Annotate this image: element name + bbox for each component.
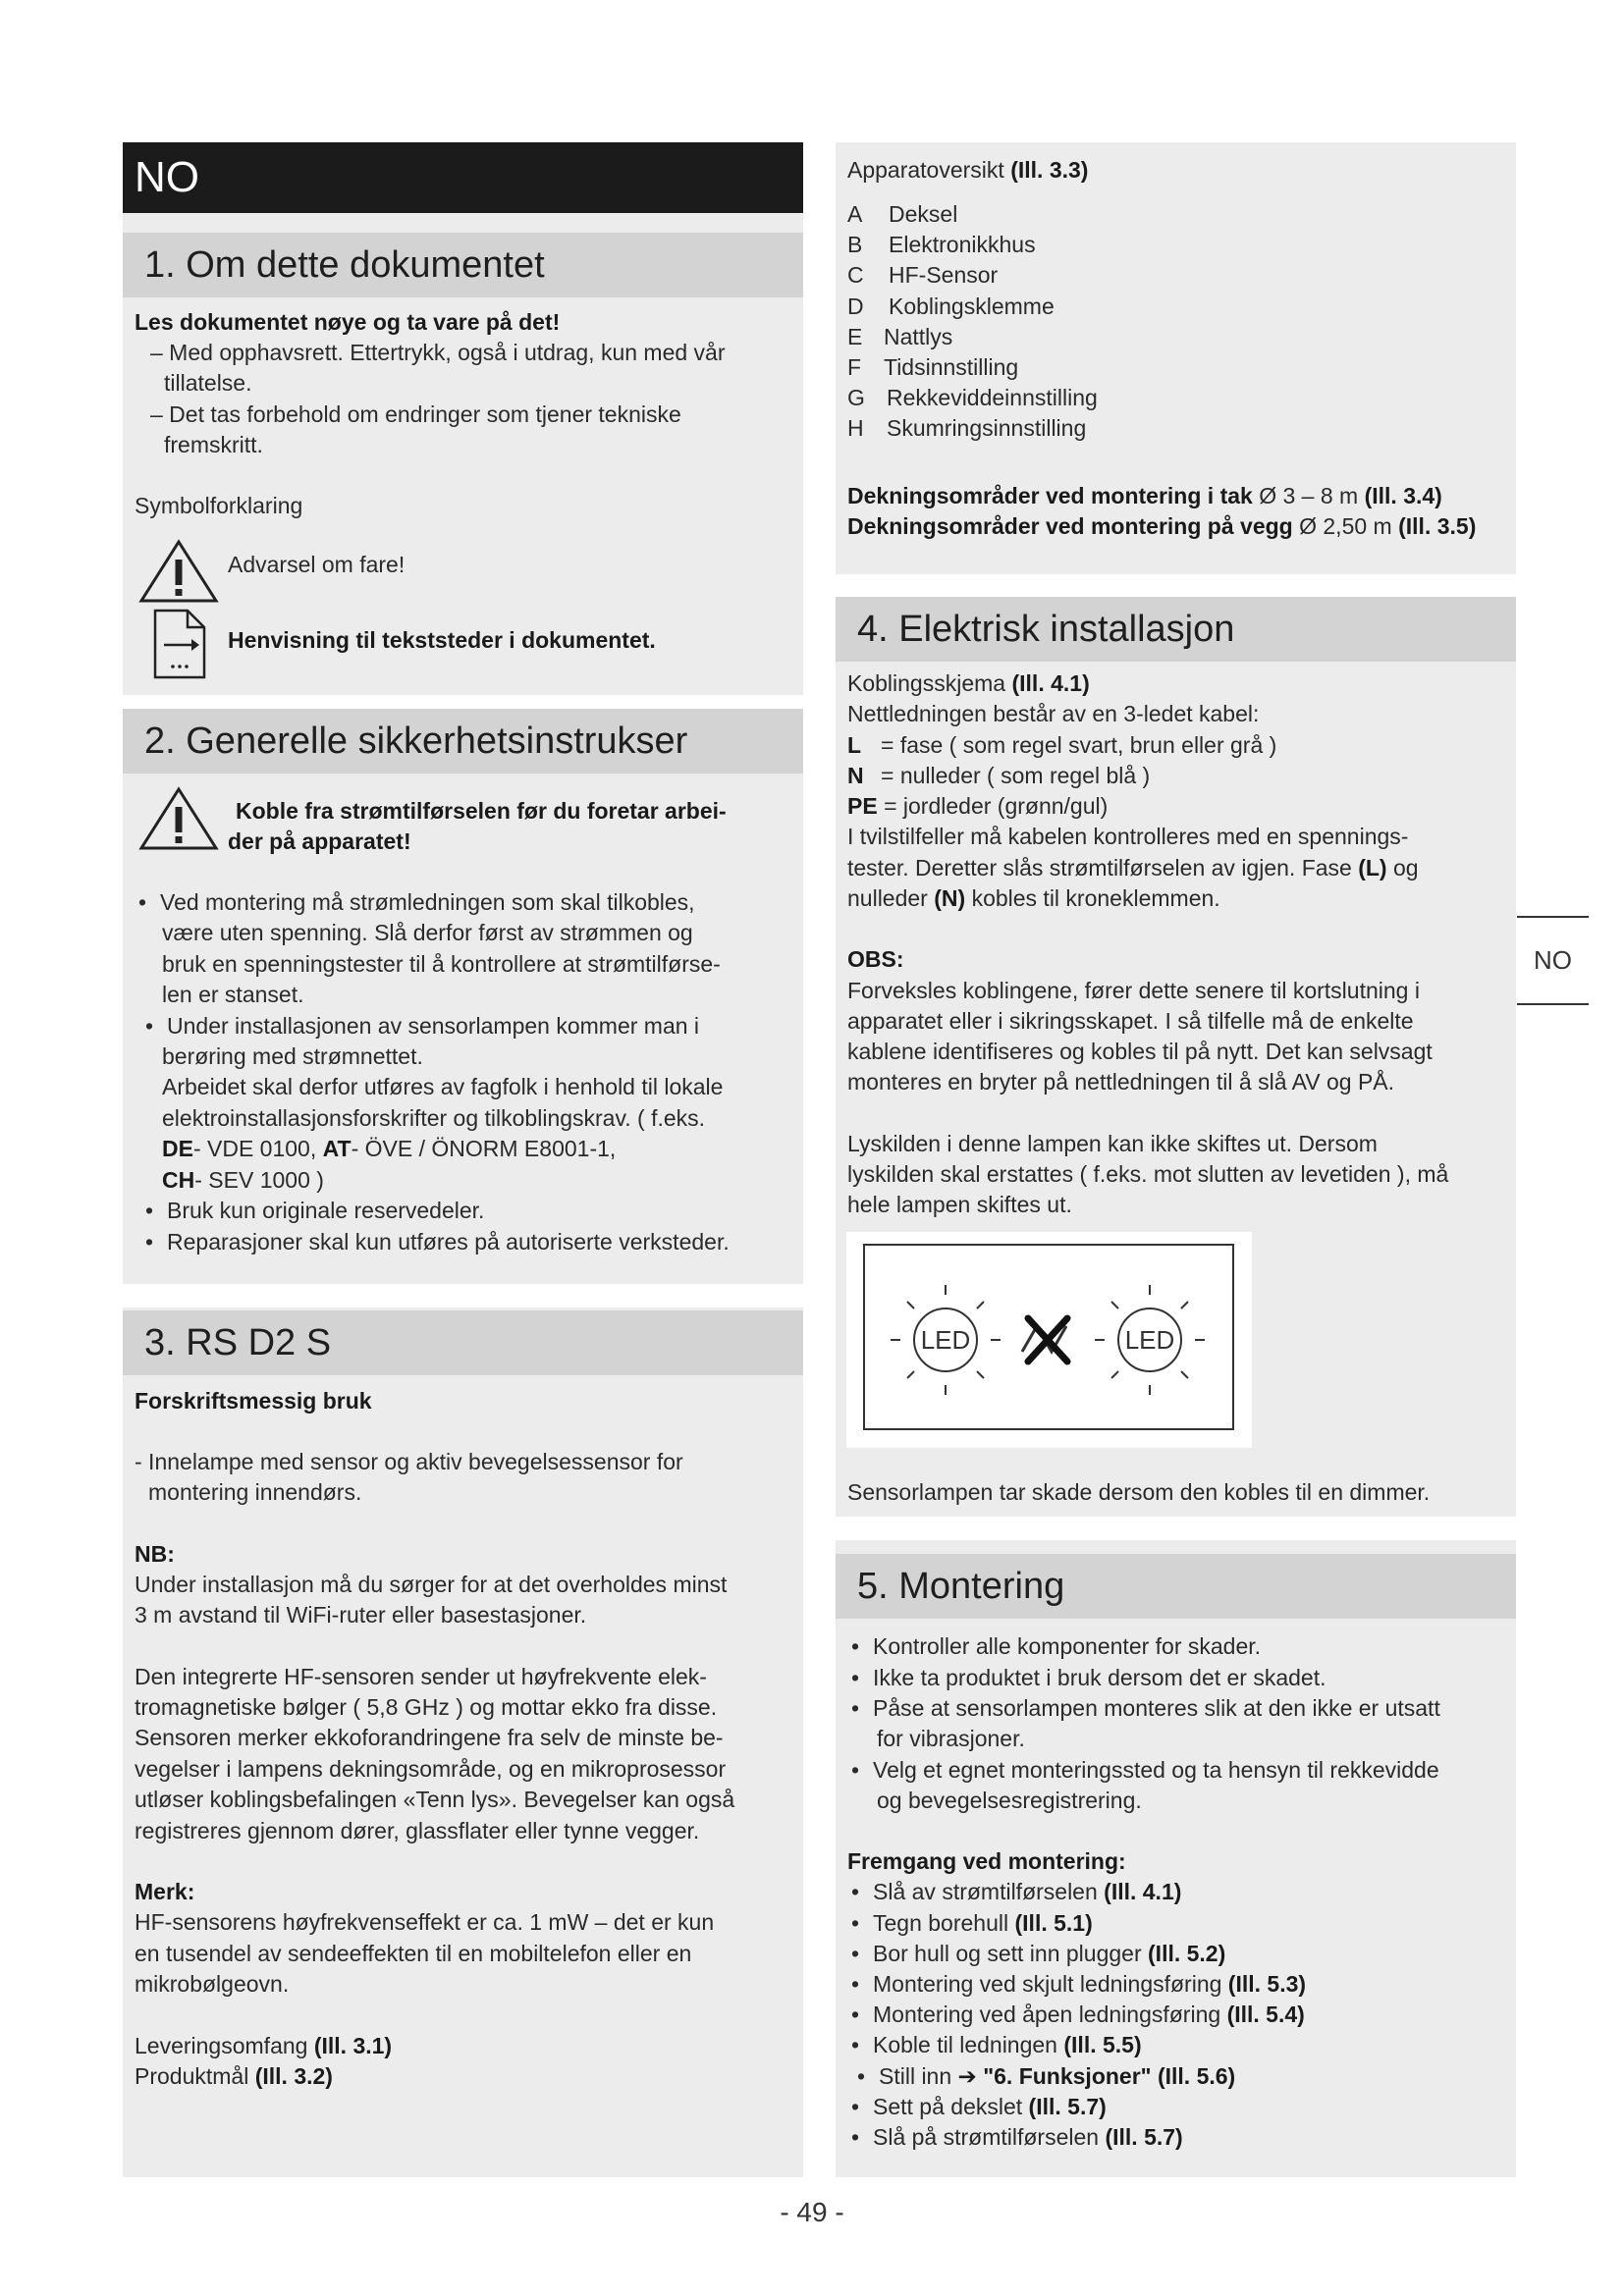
item-letter: E — [847, 324, 863, 349]
section-divider — [836, 1517, 1516, 1540]
pe-text: = jordleder (grønn/gul) — [884, 793, 1109, 819]
step-item — [873, 1969, 1306, 2000]
language-tab: NO — [123, 142, 803, 213]
doubt-og: og — [1392, 855, 1419, 881]
s4-line — [847, 853, 1419, 883]
item-label: Deksel — [889, 201, 958, 227]
s2-line: være uten spenning. Slå derfor først av strømmen og — [162, 920, 693, 945]
s2-bullet: • Under installasjonen av sensorlampen kommer man i — [167, 1011, 699, 1041]
s1-line: fremskritt. — [164, 432, 263, 457]
n-label: N — [847, 763, 864, 788]
symbol-heading: Symbolforklaring — [135, 493, 303, 518]
s5-bullet: • Ikke ta produktet i bruk dersom det er skadet. — [873, 1663, 1326, 1693]
s2-line: berøring med strømnettet. — [162, 1043, 423, 1069]
overview-item — [847, 199, 957, 230]
wire-pe — [847, 791, 1108, 822]
item-label: Skumringsinnstilling — [887, 415, 1087, 441]
s2-bullet: • Reparasjoner skal kun utføres på autoriserte verksteder. — [167, 1227, 730, 1257]
scheme-text: Koblingsskjema — [847, 670, 1006, 696]
led-label-left: LED — [920, 1325, 971, 1355]
s2-warning-line: der på apparatet! — [228, 828, 411, 854]
s3-line: registreres gjennom dører, glassflater eller tynne vegger. — [135, 1818, 700, 1843]
step-text: Koble til ledningen — [873, 2032, 1057, 2057]
s1-line: – Med opphavsrett. Ettertrykk, også i utdrag, kun med vår — [150, 340, 726, 365]
step-ref: (Ill. 4.1) — [1104, 1879, 1182, 1904]
s3-line: mikrobølgeovn. — [135, 1971, 290, 1997]
s4-line: kablene identifiseres og kobles til på nytt. Det kan selvsagt — [847, 1039, 1433, 1064]
cov1-label: Dekningsområder ved montering i tak — [847, 483, 1253, 508]
s3-line: tromagnetiske bølger ( 5,8 GHz ) og mottar ekko fra disse. — [135, 1694, 718, 1720]
step-text: Slå på strømtilførselen — [873, 2124, 1100, 2150]
symbol-warning-label: Advarsel om fare! — [228, 552, 406, 577]
item-letter: B — [847, 232, 863, 257]
step-item — [873, 2000, 1305, 2030]
overview-item — [847, 292, 1055, 322]
s5-line: for vibrasjoner. — [877, 1726, 1025, 1751]
step-bold: "6. Funksjoner" — [983, 2063, 1152, 2089]
s3-line: HF-sensorens høyfrekvenseffekt er ca. 1 mW – det er kun — [135, 1909, 715, 1935]
item-label: Elektronikkhus — [889, 232, 1036, 257]
s4-line: Forveksles koblingene, fører dette senere til kortslutning i — [847, 978, 1420, 1003]
step-text: Bor hull og sett inn plugger — [873, 1941, 1142, 1966]
cov1-value: Ø 3 – 8 m — [1259, 483, 1359, 508]
at-text: - ÖVE / ÖNORM E8001-1, — [351, 1136, 617, 1161]
dims-text: Produktmål — [135, 2063, 249, 2089]
s4-line: I tvilstilfeller må kabelen kontrolleres med en spennings- — [847, 824, 1409, 849]
pe-label: PE — [847, 793, 878, 819]
s3-line: Sensoren merker ekkoforandringene fra selv de minste be- — [135, 1725, 724, 1750]
doubt-l: (L) — [1358, 855, 1387, 881]
step-item — [873, 1939, 1225, 1969]
overview-item — [847, 383, 1098, 413]
scheme-ref: (Ill. 4.1) — [1011, 670, 1090, 696]
s5-bullet: • Påse at sensorlampen monteres slik at den ikke er utsatt — [873, 1693, 1440, 1724]
s4-line: Lyskilden i denne lampen kan ikke skiftes ut. Dersom — [847, 1131, 1378, 1156]
step-item — [873, 2092, 1107, 2122]
s5-bullet: • Velg et egnet monteringssted og ta hensyn til rekkevidde — [873, 1755, 1439, 1786]
item-label: Koblingsklemme — [889, 294, 1055, 319]
merk-heading: Merk: — [135, 1879, 195, 1904]
s2-warning-line: Koble fra strømtilførselen før du foretar arbei- — [236, 798, 727, 824]
item-letter: G — [847, 385, 865, 410]
dimmer-note: Sensorlampen tar skade dersom den kobles til en dimmer. — [847, 1479, 1431, 1505]
item-label: Tidsinnstilling — [884, 354, 1019, 380]
l-text: = fase ( som regel svart, brun eller grå ) — [881, 732, 1277, 758]
cov2-value: Ø 2,50 m — [1299, 513, 1392, 539]
s2-line: bruk en spenningstester til å kontrollere at strømtilførse- — [162, 951, 721, 977]
overview-item — [847, 322, 952, 352]
step-text: Tegn borehull — [873, 1910, 1009, 1936]
s4-line: monteres en bryter på nettledningen til å slå AV og PÅ. — [847, 1069, 1395, 1095]
step-ref: (Ill. 5.6) — [1157, 2063, 1236, 2089]
step-ref: (Ill. 5.4) — [1226, 2002, 1305, 2027]
doubt-n: (N) — [934, 885, 966, 911]
step-text: Still inn — [879, 2063, 952, 2089]
section-5-heading: 5. Montering — [836, 1554, 1516, 1619]
s3-line: en tusendel av sendeeffekten til en mobiltelefon eller en — [135, 1941, 692, 1966]
step-text: Montering ved skjult ledningsføring — [873, 1971, 1222, 1997]
section-1-heading: 1. Om dette dokumentet — [123, 233, 803, 297]
s3-line: Den integrerte HF-sensoren sender ut høyfrekvente elek- — [135, 1664, 707, 1689]
overview-heading — [847, 155, 1088, 186]
l-label: L — [847, 732, 862, 758]
page-number: - 49 - — [780, 2197, 844, 2227]
s2-line: Arbeidet skal derfor utføres av fagfolk i henhold til lokale — [162, 1074, 724, 1099]
de-text: - VDE 0100, — [192, 1136, 317, 1161]
wire-l — [847, 730, 1276, 761]
s5-bullet: • Kontroller alle komponenter for skader. — [873, 1631, 1261, 1662]
item-letter: F — [847, 354, 862, 380]
s3-line: - Innelampe med sensor og aktiv bevegelsessensor for — [135, 1449, 683, 1474]
cov2-ref: (Ill. 3.5) — [1398, 513, 1477, 539]
s2-bullet: • Ved montering må strømledningen som skal tilkobles, — [160, 887, 695, 918]
step-item — [873, 2122, 1183, 2153]
s2-country-line — [162, 1165, 324, 1196]
step-ref: (Ill. 5.1) — [1014, 1910, 1093, 1936]
overview-item — [847, 230, 1036, 260]
item-label: Rekkeviddeinnstilling — [887, 385, 1098, 410]
item-letter: C — [847, 262, 864, 288]
s2-line: elektroinstallasjonsforskrifter og tilkoblingskrav. ( f.eks. — [162, 1105, 706, 1131]
at-label: AT — [322, 1136, 352, 1161]
step-ref: (Ill. 5.5) — [1063, 2032, 1142, 2057]
nb-heading: NB: — [135, 1541, 175, 1567]
document-reference-icon — [152, 608, 207, 680]
delivery-ref: (Ill. 3.1) — [313, 2033, 393, 2058]
side-language-tab: NO — [1517, 916, 1589, 1005]
procedure-heading: Fremgang ved montering: — [847, 1848, 1126, 1874]
step-ref: (Ill. 5.7) — [1028, 2094, 1107, 2119]
cable-text: Nettledningen består av en 3-ledet kabel: — [847, 701, 1260, 726]
step-ref: (Ill. 5.3) — [1227, 1971, 1307, 1997]
obs-heading: OBS: — [847, 946, 904, 972]
section-3-heading: 3. RS D2 S — [123, 1310, 803, 1375]
wire-n — [847, 761, 1150, 791]
cov1-ref: (Ill. 3.4) — [1364, 483, 1442, 508]
s3-line: montering innendørs. — [148, 1479, 362, 1505]
s3-line: vegelser i lampens dekningsområde, og en mikroprosessor — [135, 1756, 727, 1782]
item-letter: D — [847, 294, 864, 319]
overview-item — [847, 260, 998, 291]
arrow-icon: ➔ — [957, 2063, 977, 2089]
step-ref: (Ill. 5.7) — [1105, 2124, 1183, 2150]
s4-line — [847, 883, 1220, 914]
ch-text: - SEV 1000 ) — [194, 1167, 324, 1193]
s3-line: Under installasjon må du sørger for at det overholdes minst — [135, 1572, 728, 1597]
step-item — [879, 2061, 1235, 2092]
overview-heading-text: Apparatoversikt — [847, 157, 1004, 183]
s3-line: 3 m avstand til WiFi-ruter eller basestasjoner. — [135, 1602, 587, 1628]
s2-bullet: • Bruk kun originale reservedeler. — [167, 1196, 484, 1226]
item-letter: H — [847, 415, 864, 441]
s4-line: apparatet eller i sikringsskapet. I så tilfelle må de enkelte — [847, 1008, 1414, 1034]
item-letter: A — [847, 201, 863, 227]
doubt-last-a: nulleder — [847, 885, 928, 911]
de-label: DE — [162, 1136, 193, 1161]
n-text: = nulleder ( som regel blå ) — [881, 763, 1151, 788]
overview-item — [847, 352, 1018, 383]
s1-intro: Les dokumentet nøye og ta vare på det! — [135, 309, 561, 335]
overview-item — [847, 413, 1086, 444]
dims-ref: (Ill. 3.2) — [254, 2063, 333, 2089]
s4-line: lyskilden skal erstattes ( f.eks. mot slutten av levetiden ), må — [847, 1161, 1449, 1187]
s2-line: len er stanset. — [162, 982, 304, 1007]
delivery-line — [135, 2031, 392, 2061]
section-4-heading: 4. Elektrisk installasjon — [836, 597, 1516, 662]
s3-line: utløser koblingsbefalingen «Tenn lys». Bevegelser kan også — [135, 1787, 735, 1812]
scheme-line — [847, 668, 1090, 699]
no-dimmer-illustration — [846, 1232, 1252, 1448]
illustration-frame — [863, 1244, 1234, 1430]
step-text: Sett på dekslet — [873, 2094, 1023, 2119]
step-text: Slå av strømtilførselen — [873, 1879, 1098, 1904]
step-item — [873, 1877, 1181, 1907]
step-ref: (Ill. 5.2) — [1148, 1941, 1226, 1966]
s1-line: – Det tas forbehold om endringer som tjener tekniske — [150, 401, 681, 427]
ch-label: CH — [162, 1167, 195, 1193]
step-item — [873, 2030, 1142, 2060]
warning-triangle-icon — [137, 538, 220, 605]
warning-triangle-icon — [137, 785, 220, 852]
dims-line — [135, 2061, 333, 2092]
led-dimmer-graphic — [865, 1246, 1232, 1428]
doubt-text: tester. Deretter slås strømtilførselen av igjen. Fase — [847, 855, 1352, 881]
s1-line: tillatelse. — [164, 370, 252, 396]
step-item — [873, 1908, 1093, 1939]
item-label: HF-Sensor — [889, 262, 999, 288]
item-label: Nattlys — [884, 324, 953, 349]
s2-country-line — [162, 1134, 616, 1164]
step-text: Montering ved åpen ledningsføring — [873, 2002, 1221, 2027]
symbol-reference-label: Henvisning til tekststeder i dokumentet. — [228, 627, 656, 653]
doubt-last-b: kobles til kroneklemmen. — [971, 885, 1220, 911]
s5-line: og bevegelsesregistrering. — [877, 1788, 1142, 1813]
cov2-label: Dekningsområder ved montering på vegg — [847, 513, 1293, 539]
delivery-text: Leveringsomfang — [135, 2033, 308, 2058]
usage-heading: Forskriftsmessig bruk — [135, 1388, 372, 1414]
coverage-ceiling — [847, 481, 1442, 511]
led-label-right: LED — [1124, 1325, 1175, 1355]
section-divider — [123, 1284, 803, 1308]
s4-line: hele lampen skiftes ut. — [847, 1192, 1072, 1217]
overview-heading-ref: (Ill. 3.3) — [1010, 157, 1089, 183]
section-2-heading: 2. Generelle sikkerhetsinstrukser — [123, 709, 803, 774]
section-divider — [836, 574, 1516, 598]
coverage-wall — [847, 511, 1476, 542]
